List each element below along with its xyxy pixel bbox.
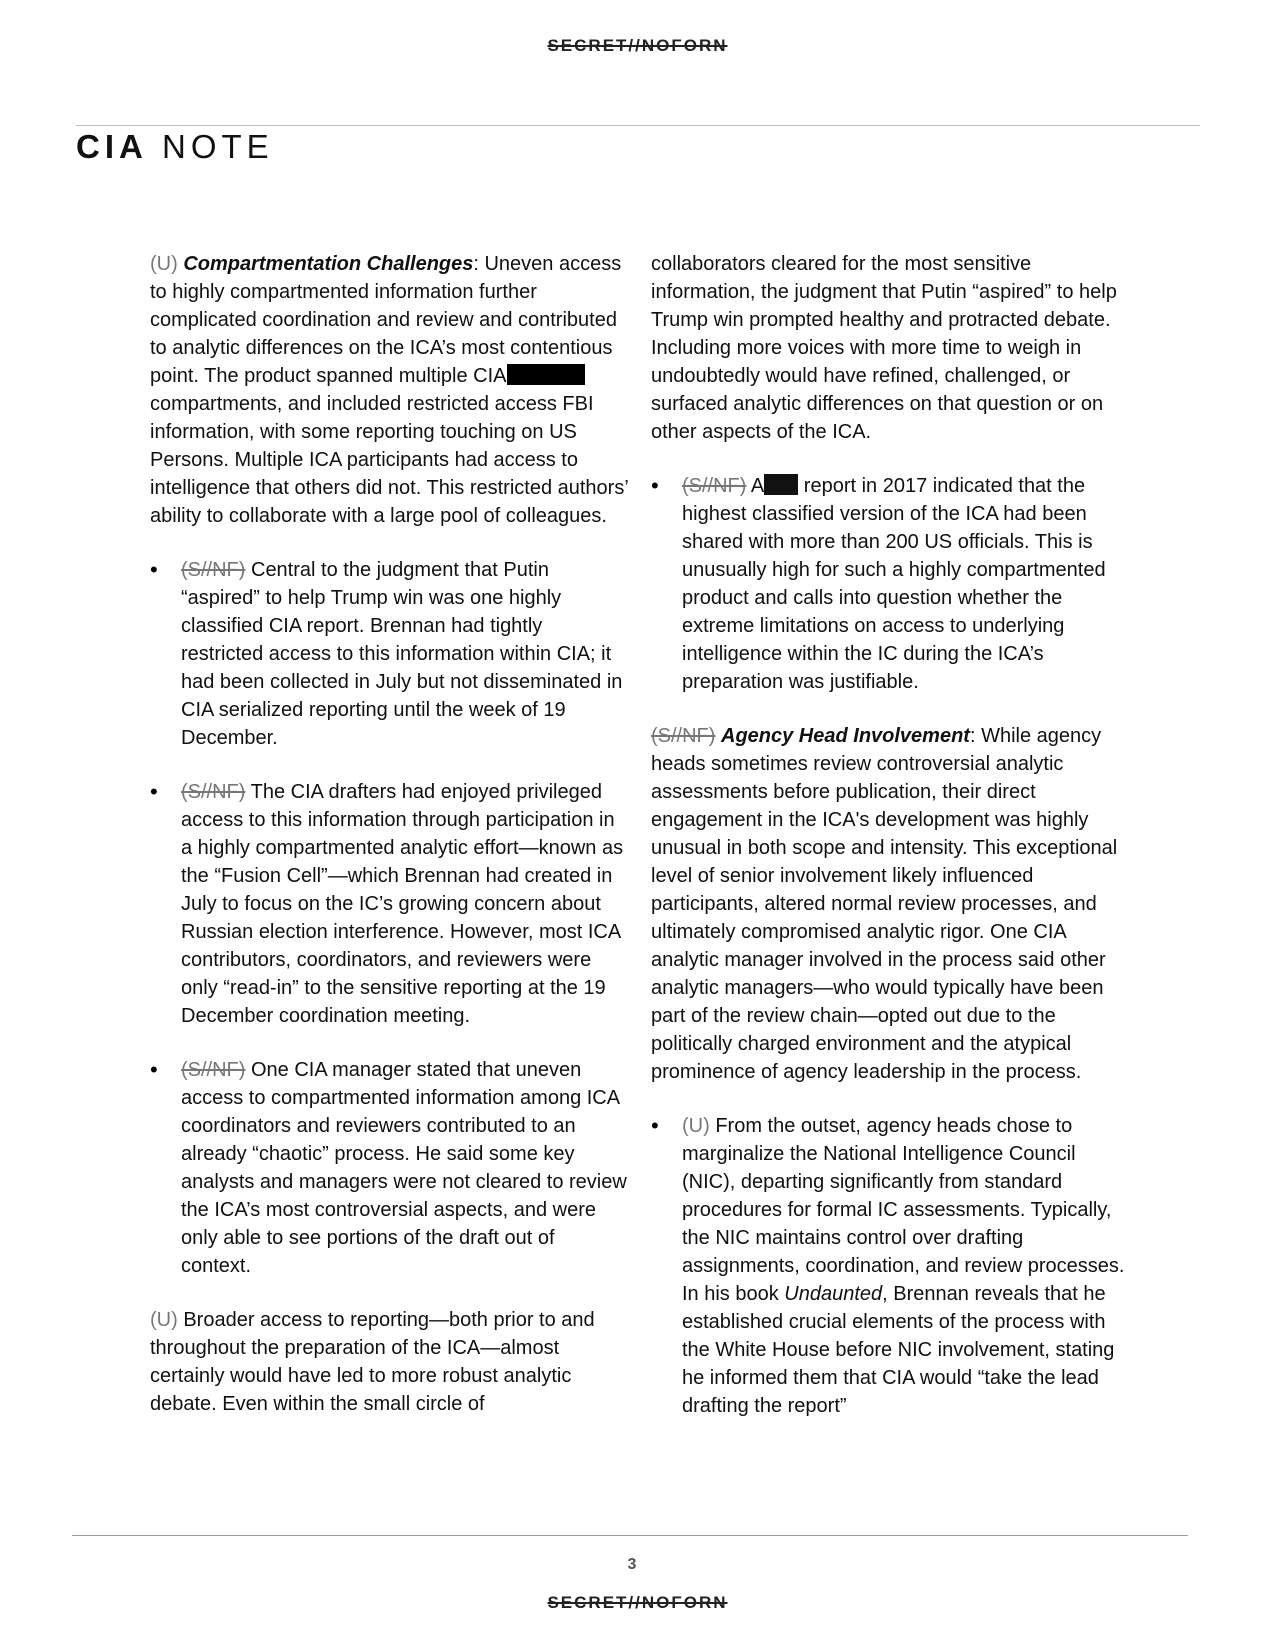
- classification-mark: (S//NF): [181, 559, 246, 581]
- classification-mark: (U): [150, 253, 178, 275]
- agency-head-paragraph: [651, 722, 1127, 1086]
- page-header-title: [76, 128, 274, 166]
- classification-mark: (S//NF): [181, 781, 246, 803]
- classification-banner-top: SECRET//NOFORN: [547, 36, 728, 55]
- bullet-item: [150, 556, 630, 752]
- classification-mark: (U): [150, 1309, 178, 1331]
- bullet-text: From the outset, agency heads chose to marginalize the National Intelligence Council (NIC), departing significantly from standard procedures for formal IC assessments. Typically, the NIC maintains control over drafting assignments, coordination, and review processes. In his book: [682, 1115, 1125, 1305]
- paragraph-text: compartments, and included restricted access FBI information, with some reporting touching on US Persons. Multiple ICA participants had access to intelligence that others did not. This restricted authors’ ability to collaborate with a large pool of colleagues.: [150, 393, 629, 527]
- classification-mark: (S//NF): [682, 475, 747, 497]
- bullet-item: [651, 1112, 1127, 1420]
- bullet-list: [150, 778, 630, 1030]
- bullet-list: [150, 556, 630, 752]
- paragraph-text: : Uneven access to highly compartmented information further complicated coordination and review and contributed to analytic differences on the ICA’s most contentious point. The product spanned multiple CIA: [150, 253, 622, 387]
- bullet-list: [651, 1112, 1127, 1420]
- paragraph-text: Broader access to reporting—both prior to and throughout the preparation of the ICA—almost certainly would have led to more robust analytic debate. Even within the small circle of: [150, 1309, 595, 1415]
- bullet-text: Central to the judgment that Putin “aspired” to help Trump win was one highly classified CIA report. Brennan had tightly restricted access to this information within CIA; it had been collected in July but not disseminated in CIA serialized reporting until the week of 19 December.: [181, 559, 623, 749]
- left-column: [150, 250, 630, 1444]
- broader-access-paragraph: [150, 1306, 630, 1418]
- bullet-item: [150, 1056, 630, 1280]
- page-number: 3: [627, 1556, 637, 1573]
- header-title-rest: NOTE: [162, 128, 274, 165]
- bullet-list: [150, 1056, 630, 1280]
- header-rule: [76, 125, 1200, 126]
- bullet-list: [651, 472, 1127, 696]
- bullet-item: [150, 778, 630, 1030]
- classification-mark: (U): [682, 1115, 710, 1137]
- bullet-text: , Brennan reveals that he established crucial elements of the process with the White House before NIC involvement, stating he informed them that CIA would “take the lead drafting the report”: [682, 1283, 1115, 1417]
- header-title-bold: CIA: [76, 128, 148, 165]
- compartmentation-paragraph: [150, 250, 630, 530]
- section-heading: Compartmentation Challenges: [183, 253, 474, 275]
- bullet-text: The CIA drafters had enjoyed privileged access to this information through participation in a highly compartmented analytic effort—known as the “Fusion Cell”—which Brennan had created in July to focus on the IC’s growing concern about Russian election interference. However, most ICA contributors, coordinators, and reviewers were only “read-in” to the sensitive reporting at the 19 December coordination meeting.: [181, 781, 624, 1027]
- bullet-text: One CIA manager stated that uneven access to compartmented information among ICA coordinators and reviewers contributed to an already “chaotic” process. He said some key analysts and managers were not cleared to review the ICA’s most controversial aspects, and were only able to see portions of the draft out of context.: [181, 1059, 627, 1277]
- book-title: Undaunted: [784, 1283, 883, 1305]
- continuation-paragraph: collaborators cleared for the most sensitive information, the judgment that Putin “aspired” to help Trump win prompted healthy and protracted debate. Including more voices with more time to weigh in undoubtedly would have refined, challenged, or surfaced analytic differences on that question or on other aspects of the ICA.: [651, 253, 1117, 443]
- classification-banner-bottom: SECRET//NOFORN: [547, 1593, 728, 1612]
- redaction-block: [764, 474, 798, 495]
- footer-rule: [72, 1535, 1188, 1536]
- bullet-item: [651, 472, 1127, 696]
- paragraph-text: : While agency heads sometimes review controversial analytic assessments before publication, their direct engagement in the ICA's development was highly unusual in both scope and intensity. This exceptional level of senior involvement likely influenced participants, altered normal review processes, and ultimately compromised analytic rigor. One CIA analytic manager involved in the process said other analytic managers—who would typically have been part of the review chain—opted out due to the politically charged environment and the atypical prominence of agency leadership in the process.: [651, 725, 1118, 1083]
- bullet-text: report in 2017 indicated that the highest classified version of the ICA had been shared with more than 200 US officials. This is unusually high for such a highly compartmented product and calls into question whether the extreme limitations on access to underlying intelligence within the IC during the ICA’s preparation was justifiable.: [682, 475, 1106, 693]
- redaction-block: [507, 364, 585, 385]
- classification-mark: (S//NF): [181, 1059, 246, 1081]
- section-heading: Agency Head Involvement: [721, 725, 970, 747]
- right-column: [651, 250, 1127, 1446]
- bullet-text: A: [746, 475, 765, 497]
- classification-mark: (S//NF): [651, 725, 716, 747]
